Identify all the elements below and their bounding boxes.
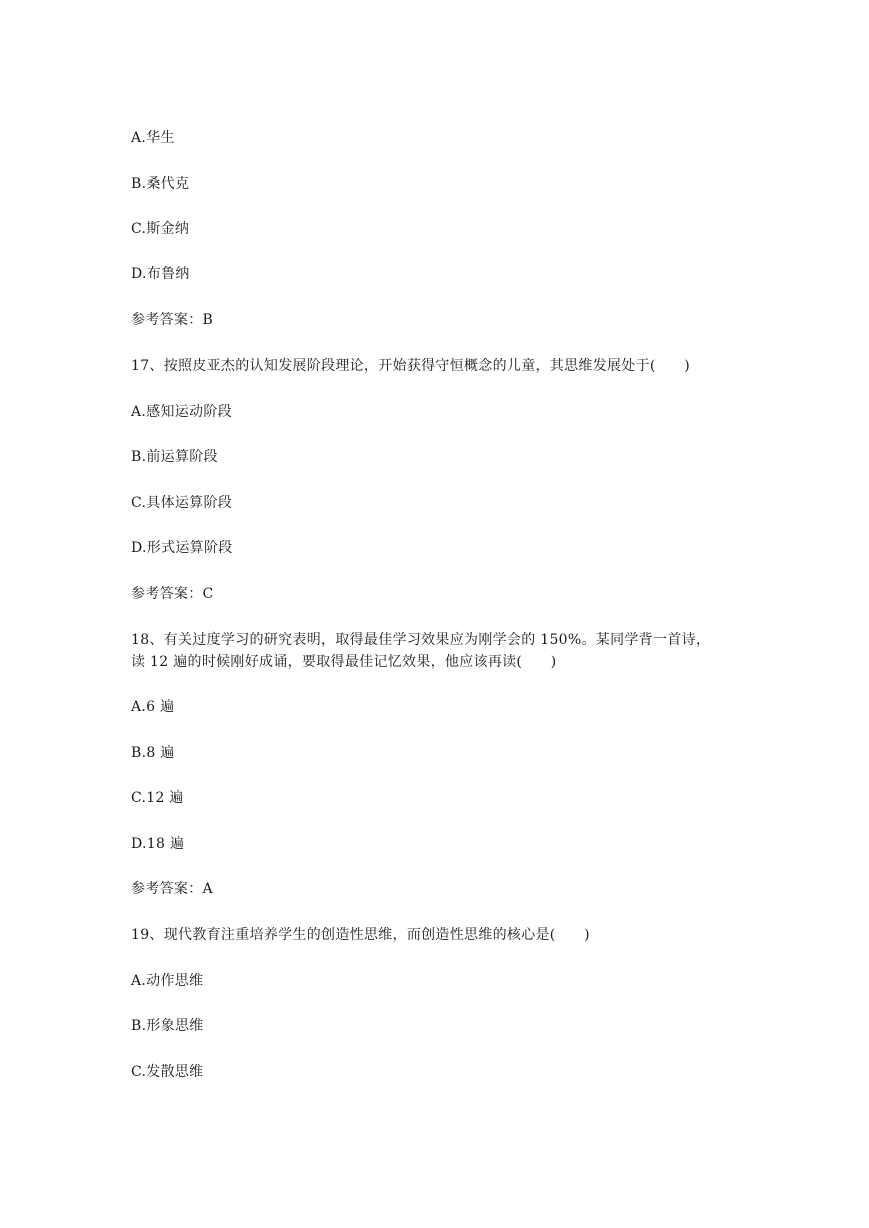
option-c-q19: C.发散思维	[131, 1064, 204, 1080]
option-d-q18: D.18 遍	[131, 836, 185, 852]
option-b-q16: B.桑代克	[131, 176, 190, 192]
answer-q16: 参考答案：B	[131, 312, 214, 328]
answer-q17: 参考答案：C	[131, 586, 214, 602]
option-a-q18: A.6 遍	[131, 699, 175, 715]
option-c-q18: C.12 遍	[131, 790, 184, 806]
option-c-q17: C.具体运算阶段	[131, 495, 233, 511]
option-d-q17: D.形式运算阶段	[131, 540, 233, 556]
question-18-line-1: 18、有关过度学习的研究表明，取得最佳学习效果应为刚学会的 150%。某同学背一首诗，	[131, 632, 711, 648]
answer-q18: 参考答案：A	[131, 881, 213, 897]
option-a-q17: A.感知运动阶段	[131, 404, 232, 420]
option-c-q16: C.斯金纳	[131, 221, 190, 237]
option-b-q18: B.8 遍	[131, 745, 175, 761]
option-a-q16: A.华生	[131, 130, 175, 146]
option-d-q16: D.布鲁纳	[131, 266, 190, 282]
question-17: 17、按照皮亚杰的认知发展阶段理论，开始获得守恒概念的儿童，其思维发展处于( )	[131, 358, 691, 374]
question-19: 19、现代教育注重培养学生的创造性思维，而创造性思维的核心是( )	[131, 927, 590, 943]
option-b-q17: B.前运算阶段	[131, 449, 218, 465]
option-a-q19: A.动作思维	[131, 973, 204, 989]
option-b-q19: B.形象思维	[131, 1018, 204, 1034]
question-18-line-2: 读 12 遍的时候刚好成诵，要取得最佳记忆效果，他应该再读( )	[131, 654, 557, 670]
